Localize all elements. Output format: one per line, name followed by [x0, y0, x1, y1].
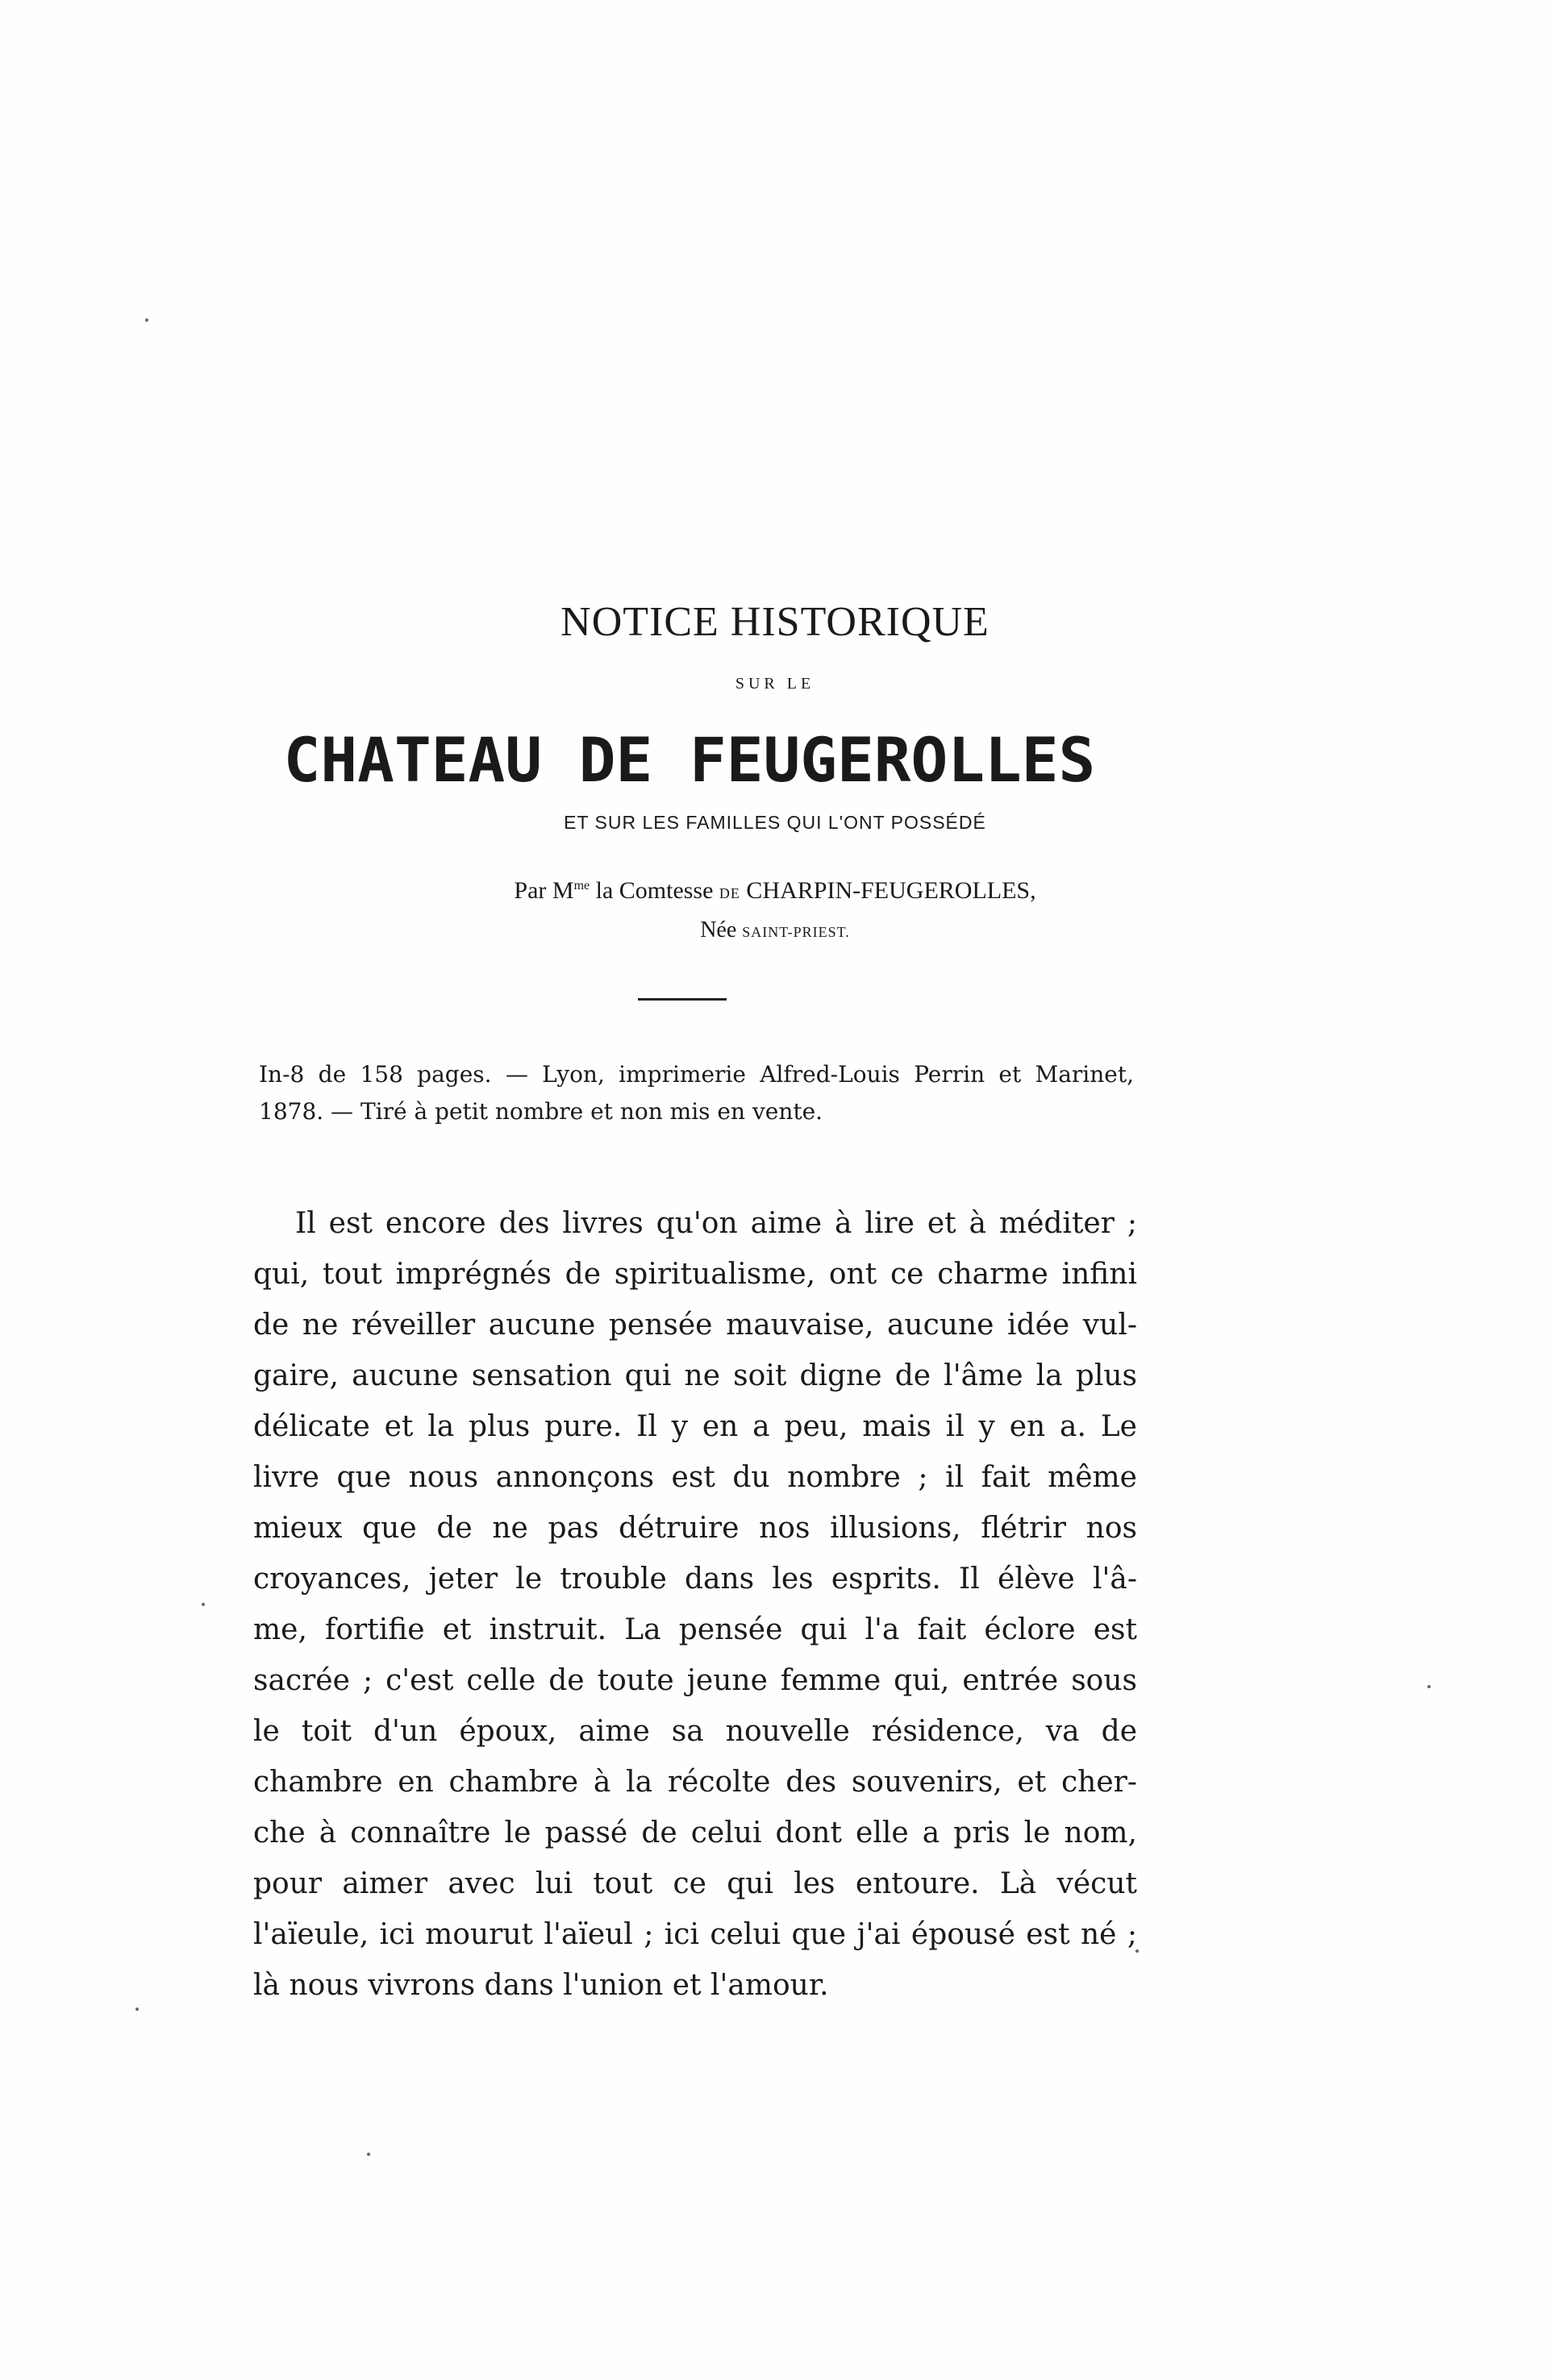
notice-heading: NOTICE HISTORIQUE [560, 599, 990, 645]
main-title: CHATEAU DE FEUGEROLLES [283, 724, 1096, 796]
author-de: DE [719, 885, 740, 901]
scan-speck [1427, 1685, 1431, 1688]
nee-line [0, 917, 1550, 943]
nee-name: SAINT-PRIEST. [742, 924, 850, 940]
body-line: livre que nous annonçons est du nombre ; il fait même [253, 1461, 1137, 1494]
divider-rule [638, 998, 727, 1001]
scan-speck [367, 2153, 370, 2156]
author-sup: me [573, 879, 590, 892]
body-line: croyances, jeter le trouble dans les esprits. Il élève l'â- [253, 1562, 1137, 1596]
body-paragraph [253, 1198, 1137, 2011]
author-prefix: Par M [514, 877, 574, 904]
sur-le-heading: SUR LE [735, 675, 815, 693]
author-mid: la Comtesse [590, 877, 719, 904]
nee-prefix: Née [700, 917, 743, 942]
body-line: l'aïeule, ici mourut l'aïeul ; ici celui que j'ai épousé est né ; [253, 1918, 1137, 1951]
body-line: Il est encore des livres qu'on aime à lire et à méditer ; [295, 1207, 1137, 1240]
author-line [0, 877, 1550, 905]
body-line: délicate et la plus pure. Il y en a peu, mais il y en a. Le [253, 1410, 1137, 1443]
body-line: là nous vivrons dans l'union et l'amour. [253, 1969, 829, 2002]
subtitle: ET SUR LES FAMILLES QUI L'ONT POSSÉDÉ [564, 812, 986, 833]
body-line: pour aimer avec lui tout ce qui les entoure. Là vécut [253, 1867, 1137, 1900]
body-line: de ne réveiller aucune pensée mauvaise, aucune idée vul- [253, 1309, 1137, 1342]
scan-speck [135, 2008, 139, 2011]
body-line: gaire, aucune sensation qui ne soit digne de l'âme la plus [253, 1359, 1137, 1392]
bibliography-note: In-8 de 158 pages. — Lyon, imprimerie Alfred-Louis Perrin et Marinet, 1878. — Tiré à petit nombre et non mis en vente. [259, 1061, 1134, 1125]
author-name: CHARPIN-FEUGEROLLES, [740, 877, 1036, 904]
body-line: sacrée ; c'est celle de toute jeune femme qui, entrée sous [253, 1664, 1137, 1697]
body-line: mieux que de ne pas détruire nos illusions, flétrir nos [253, 1512, 1137, 1545]
scan-speck [202, 1603, 205, 1606]
body-line: che à connaître le passé de celui dont elle a pris le nom, [253, 1816, 1137, 1849]
body-line: me, fortifie et instruit. La pensée qui l'a fait éclore est [253, 1613, 1137, 1646]
body-line: qui, tout imprégnés de spiritualisme, ont ce charme infini [253, 1258, 1137, 1291]
body-line: le toit d'un époux, aime sa nouvelle résidence, va de [253, 1715, 1137, 1748]
body-line: chambre en chambre à la récolte des souvenirs, et cher- [253, 1766, 1137, 1799]
scan-speck [145, 318, 148, 322]
